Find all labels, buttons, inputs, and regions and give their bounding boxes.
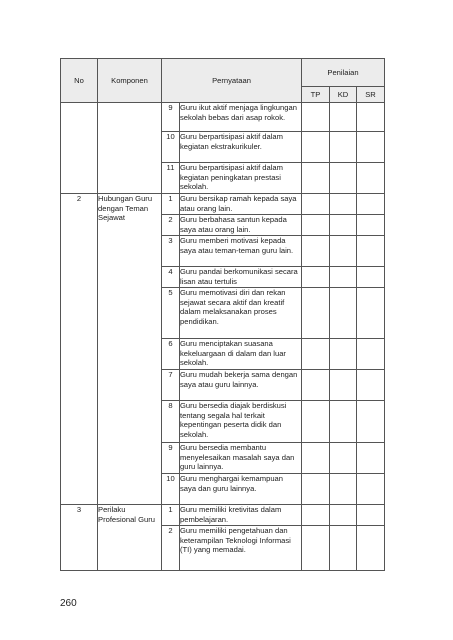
header-pernyataan: Pernyataan [162, 59, 302, 103]
rating-kd-cell[interactable] [330, 215, 357, 236]
statement-cell: Guru ikut aktif menjaga lingkungan sekolah bebas dari asap rokok. [180, 103, 302, 132]
item-number: 10 [162, 132, 180, 163]
rating-sr-cell[interactable] [357, 526, 385, 571]
rating-kd-cell[interactable] [330, 236, 357, 267]
rating-sr-cell[interactable] [357, 339, 385, 370]
rating-tp-cell[interactable] [302, 288, 330, 339]
statement-cell: Guru bersedia membantu menyelesaikan masalah saya dan guru lainnya. [180, 443, 302, 474]
rating-tp-cell[interactable] [302, 236, 330, 267]
item-number: 1 [162, 194, 180, 215]
rating-sr-cell[interactable] [357, 267, 385, 288]
rating-kd-cell[interactable] [330, 526, 357, 571]
no-cell: 3 [61, 505, 98, 571]
statement-cell: Guru memiliki kretivitas dalam pembelajaran. [180, 505, 302, 526]
statement-cell: Guru mudah bekerja sama dengan saya atau guru lainnya. [180, 370, 302, 401]
item-number: 9 [162, 443, 180, 474]
rating-sr-cell[interactable] [357, 194, 385, 215]
statement-cell: Guru berbahasa santun kepada saya atau orang lain. [180, 215, 302, 236]
rating-tp-cell[interactable] [302, 132, 330, 163]
statement-cell: Guru berpartisipasi aktif dalam kegiatan ekstrakurikuler. [180, 132, 302, 163]
header-kd: KD [330, 87, 357, 103]
statement-cell: Guru menghargai kemampuan saya dan guru lainnya. [180, 474, 302, 505]
statement-cell: Guru berpartisipasi aktif dalam kegiatan peningkatan prestasi sekolah. [180, 163, 302, 194]
rating-sr-cell[interactable] [357, 236, 385, 267]
rating-tp-cell[interactable] [302, 267, 330, 288]
rating-tp-cell[interactable] [302, 163, 330, 194]
rating-sr-cell[interactable] [357, 163, 385, 194]
item-number: 4 [162, 267, 180, 288]
rating-sr-cell[interactable] [357, 132, 385, 163]
item-number: 2 [162, 215, 180, 236]
rating-tp-cell[interactable] [302, 505, 330, 526]
komponen-cell: Hubungan Guru dengan Teman Sejawat [98, 194, 162, 505]
page-number: 260 [60, 598, 77, 609]
statement-cell: Guru pandai berkomunikasi secara lisan atau tertulis [180, 267, 302, 288]
item-number: 2 [162, 526, 180, 571]
assessment-table [60, 58, 385, 571]
rating-kd-cell[interactable] [330, 163, 357, 194]
rating-tp-cell[interactable] [302, 370, 330, 401]
no-cell: 2 [61, 194, 98, 505]
table-row [61, 194, 385, 215]
header-penilaian: Penilaian [302, 59, 385, 87]
statement-cell: Guru memberi motivasi kepada saya atau teman-teman guru lain. [180, 236, 302, 267]
rating-kd-cell[interactable] [330, 339, 357, 370]
rating-kd-cell[interactable] [330, 474, 357, 505]
rating-sr-cell[interactable] [357, 215, 385, 236]
rating-kd-cell[interactable] [330, 505, 357, 526]
rating-kd-cell[interactable] [330, 401, 357, 443]
statement-cell: Guru bersikap ramah kepada saya atau orang lain. [180, 194, 302, 215]
statement-cell: Guru memiliki pengetahuan dan keterampilan Teknologi Informasi (TI) yang memadai. [180, 526, 302, 571]
item-number: 8 [162, 401, 180, 443]
statement-cell: Guru menciptakan suasana kekeluargaan di dalam dan luar sekolah. [180, 339, 302, 370]
header-no: No [61, 59, 98, 103]
header-sr: SR [357, 87, 385, 103]
no-cell [61, 103, 98, 194]
rating-tp-cell[interactable] [302, 443, 330, 474]
item-number: 11 [162, 163, 180, 194]
statement-cell: Guru memotivasi diri dan rekan sejawat secara aktif dan kreatif dalam melaksanakan proses pendidikan. [180, 288, 302, 339]
item-number: 3 [162, 236, 180, 267]
rating-kd-cell[interactable] [330, 132, 357, 163]
rating-sr-cell[interactable] [357, 401, 385, 443]
komponen-cell [98, 103, 162, 194]
item-number: 5 [162, 288, 180, 339]
item-number: 1 [162, 505, 180, 526]
table-row [61, 103, 385, 132]
rating-kd-cell[interactable] [330, 443, 357, 474]
rating-sr-cell[interactable] [357, 443, 385, 474]
rating-tp-cell[interactable] [302, 526, 330, 571]
rating-sr-cell[interactable] [357, 288, 385, 339]
header-tp: TP [302, 87, 330, 103]
header-komponen: Komponen [98, 59, 162, 103]
rating-kd-cell[interactable] [330, 288, 357, 339]
item-number: 10 [162, 474, 180, 505]
rating-tp-cell[interactable] [302, 339, 330, 370]
rating-kd-cell[interactable] [330, 103, 357, 132]
statement-cell: Guru bersedia diajak berdiskusi tentang segala hal terkait kepentingan peserta didik dan sekolah. [180, 401, 302, 443]
rating-sr-cell[interactable] [357, 474, 385, 505]
table-row [61, 505, 385, 526]
rating-kd-cell[interactable] [330, 370, 357, 401]
rating-sr-cell[interactable] [357, 505, 385, 526]
item-number: 7 [162, 370, 180, 401]
rating-tp-cell[interactable] [302, 401, 330, 443]
rating-sr-cell[interactable] [357, 103, 385, 132]
rating-sr-cell[interactable] [357, 370, 385, 401]
rating-tp-cell[interactable] [302, 474, 330, 505]
item-number: 9 [162, 103, 180, 132]
komponen-cell: Perilaku Profesional Guru [98, 505, 162, 571]
rating-kd-cell[interactable] [330, 194, 357, 215]
rating-kd-cell[interactable] [330, 267, 357, 288]
rating-tp-cell[interactable] [302, 194, 330, 215]
rating-tp-cell[interactable] [302, 215, 330, 236]
item-number: 6 [162, 339, 180, 370]
rating-tp-cell[interactable] [302, 103, 330, 132]
